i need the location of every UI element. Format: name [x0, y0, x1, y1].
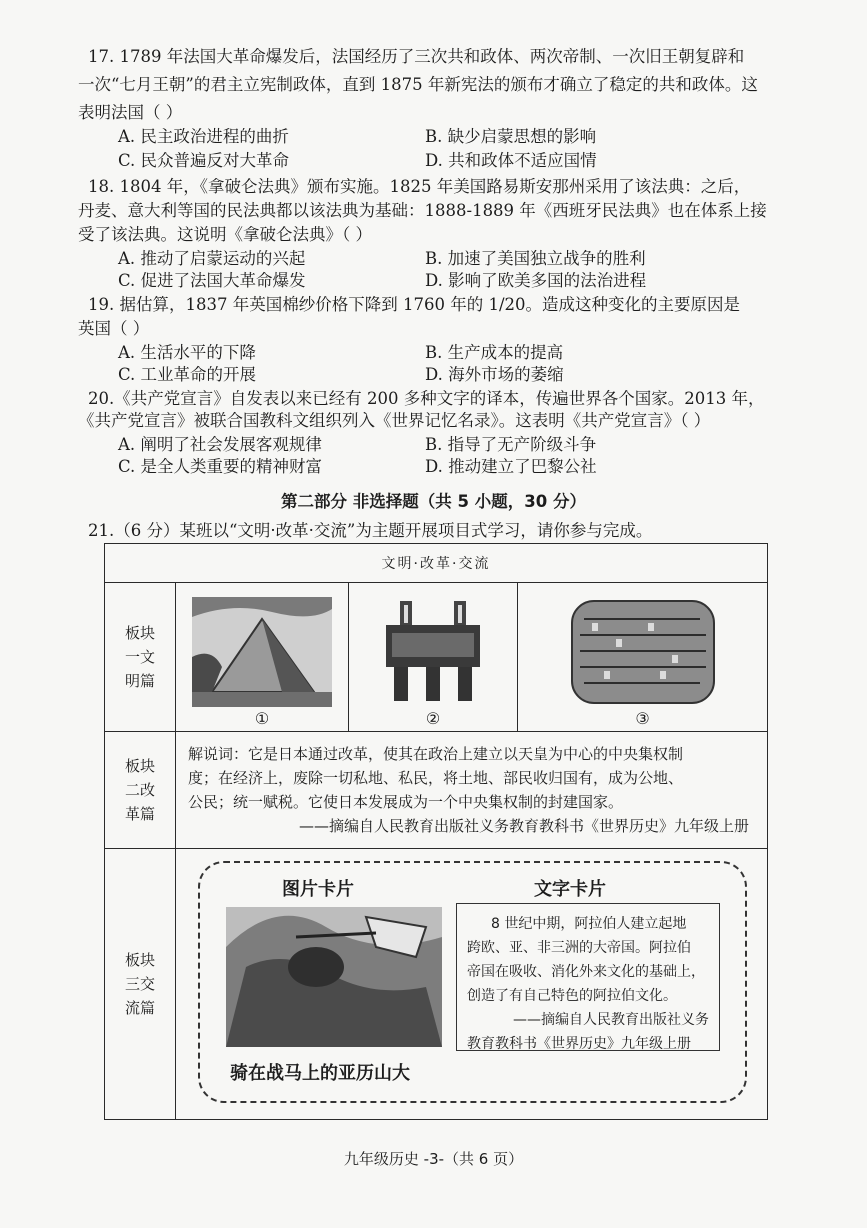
q20-line-1: 20.《共产党宣言》自发表以来已经有 200 多种文字的译本，传遍世界各个国家。2013 年， — [88, 389, 765, 408]
image-number-2: ② — [425, 708, 441, 728]
q18-line-2: 丹麦、意大利等国的民法典都以该法典为基础：1888-1889 年《西班牙民法典》也在体系上接 — [78, 201, 767, 220]
block2-text-line: 公民；统一赋税。它使日本发展成为一个中央集权制的封建国家。 — [188, 793, 624, 811]
q17-option-b: B. 缺少启蒙思想的影响 — [425, 127, 597, 146]
block3-content — [176, 849, 768, 1120]
q17-line-3: 表明法国（ ） — [78, 103, 183, 122]
text-card-line: 8 世纪中期，阿拉伯人建立起地 — [491, 916, 687, 932]
image-ding — [349, 583, 518, 732]
text-card-citation: ——摘编自人民教育出版社义务 — [513, 1012, 709, 1028]
exchange-dashed-frame — [198, 861, 747, 1103]
block2-text-line: 度；在经济上，废除一切私地、私民，将土地、部民收归国有，成为公地、 — [188, 769, 684, 787]
block3-label-line: 流篇 — [124, 999, 155, 1017]
q18-line-1: 18. 1804 年，《拿破仑法典》颁布实施。1825 年美国路易斯安那州采用了该法典：之后， — [88, 177, 751, 196]
table-header: 文明·改革·交流 — [105, 544, 768, 583]
block1-label-line: 一文 — [124, 648, 155, 666]
block2-label-line: 革篇 — [124, 805, 155, 823]
section-2-title: 第二部分 非选择题（共 5 小题，30 分） — [281, 492, 586, 511]
q20-option-b: B. 指导了无产阶级斗争 — [425, 435, 597, 454]
image-tablet — [518, 583, 768, 732]
q20-option-d: D. 推动建立了巴黎公社 — [425, 457, 597, 476]
block2-label-line: 二改 — [124, 781, 155, 799]
picture-card-title: 图片卡片 — [282, 879, 354, 900]
image-pyramid — [176, 583, 349, 732]
bronze-ding-image — [378, 597, 488, 707]
block2-label — [105, 732, 176, 849]
q19-option-d: D. 海外市场的萎缩 — [425, 365, 564, 384]
q18-option-d: D. 影响了欧美多国的法治进程 — [425, 271, 647, 290]
block1-label-line: 明篇 — [124, 672, 155, 690]
q18-option-b: B. 加速了美国独立战争的胜利 — [425, 249, 646, 268]
clay-tablet-image — [568, 597, 718, 707]
image-number-1: ① — [254, 708, 270, 728]
q18-line-3: 受了该法典。这说明《拿破仑法典》（ ） — [78, 225, 372, 244]
text-card-line: 跨欧、亚、非三洲的大帝国。阿拉伯 — [467, 940, 691, 956]
q17-option-d: D. 共和政体不适应国情 — [425, 151, 597, 170]
pyramid-image — [192, 597, 332, 707]
block2-description — [176, 732, 768, 849]
block3-label-line: 三交 — [124, 975, 155, 993]
text-card-line: 创造了有自己特色的阿拉伯文化。 — [467, 988, 677, 1004]
project-table — [104, 543, 768, 1120]
block2-citation: ——摘编自人民教育出版社义务教育教科书《世界历史》九年级上册 — [298, 817, 749, 835]
q18-option-a: A. 推动了启蒙运动的兴起 — [118, 249, 306, 268]
q18-option-c: C. 促进了法国大革命爆发 — [118, 271, 306, 290]
block1-label-line: 板块 — [124, 624, 155, 642]
q19-option-b: B. 生产成本的提高 — [425, 343, 564, 362]
q19-option-a: A. 生活水平的下降 — [118, 343, 256, 362]
q21-intro: 21.（6 分）某班以“文明·改革·交流”为主题开展项目式学习，请你参与完成。 — [88, 521, 653, 540]
picture-caption: 骑在战马上的亚历山大 — [230, 1063, 410, 1084]
block1-label — [105, 583, 176, 732]
text-card-citation: 教育教科书《世界历史》九年级上册 — [467, 1036, 691, 1052]
text-card-line: 帝国在吸收、消化外来文化的基础上， — [467, 964, 705, 980]
q17-option-c: C. 民众普遍反对大革命 — [118, 151, 290, 170]
image-number-3: ③ — [635, 708, 650, 728]
q17-option-a: A. 民主政治进程的曲折 — [118, 127, 289, 146]
q17-line-2: 一次“七月王朝”的君主立宪制政体，直到 1875 年新宪法的颁布才确立了稳定的共和政体。这 — [78, 75, 758, 94]
block2-text-line: 解说词：它是日本通过改革，使其在政治上建立以天皇为中心的中央集权制 — [188, 745, 684, 763]
block2-label-line: 板块 — [124, 757, 155, 775]
page-footer: 九年级历史 -3-（共 6 页） — [343, 1150, 524, 1168]
text-card — [456, 903, 720, 1051]
q19-option-c: C. 工业革命的开展 — [118, 365, 257, 384]
text-card-title: 文字卡片 — [534, 879, 606, 900]
q20-option-a: A. 阐明了社会发展客观规律 — [118, 435, 322, 454]
q20-option-c: C. 是全人类重要的精神财富 — [118, 457, 323, 476]
block3-label — [105, 849, 176, 1120]
q19-line-1: 19. 据估算，1837 年英国棉纱价格下降到 1760 年的 1/20。造成这种变化的主要原因是 — [88, 295, 740, 314]
alexander-mosaic-image — [226, 907, 442, 1047]
q17-line-1: 17. 1789 年法国大革命爆发后，法国经历了三次共和政体、两次帝制、一次旧王朝复辟和 — [88, 47, 745, 66]
q19-line-2: 英国（ ） — [78, 319, 150, 338]
block3-label-line: 板块 — [124, 951, 155, 969]
q20-line-2: 《共产党宣言》被联合国教科文组织列入《世界记忆名录》。这表明《共产党宣言》（ ） — [78, 411, 711, 430]
